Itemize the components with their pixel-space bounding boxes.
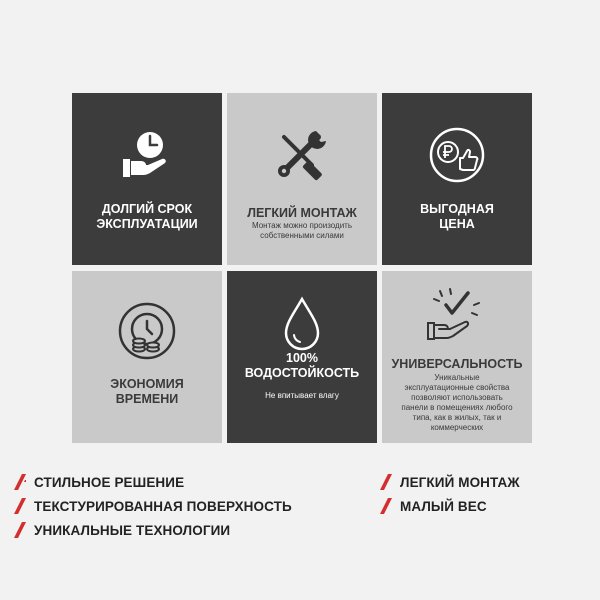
tile-title: ЛЕГКИЙ МОНТАЖ (247, 206, 357, 220)
tile-title: УНИВЕРСАЛЬНОСТЬ (391, 357, 523, 371)
hand-check-icon (424, 283, 484, 343)
tile-universality (382, 271, 532, 443)
tile-time-saving (72, 271, 222, 443)
red-slash-icon (14, 522, 26, 538)
features-right (380, 470, 520, 518)
feature-item (380, 494, 520, 518)
water-drop-icon (272, 293, 332, 353)
feature-item (14, 494, 292, 518)
tile-title: 100% ВОДОСТОЙКОСТЬ (244, 351, 360, 380)
screwdriver-wrench-icon (272, 125, 332, 185)
feature-text: СТИЛЬНОЕ РЕШЕНИЕ (34, 474, 185, 490)
tile-title: ДОЛГИЙ СРОК ЭКСПЛУАТАЦИИ (96, 202, 198, 231)
tile-description: Уникальные эксплуатационные свойства позволяют использовать панели в помещениях любого типа, как в жилых, так и коммерческих (401, 373, 513, 432)
hand-clock-icon (117, 125, 177, 185)
red-slash-icon (14, 498, 26, 514)
red-slash-icon (380, 474, 392, 490)
red-slash-icon (380, 498, 392, 514)
feature-text: ТЕКСТУРИРОВАННАЯ ПОВЕРХНОСТЬ (34, 498, 292, 514)
features-left (14, 470, 292, 542)
tile-description: Не впитывает влагу (265, 391, 339, 400)
feature-text: УНИКАЛЬНЫЕ ТЕХНОЛОГИИ (34, 522, 231, 538)
feature-item (14, 470, 292, 494)
tile-title: ВЫГОДНАЯ ЦЕНА (420, 202, 494, 231)
tile-title: ЭКОНОМИЯ ВРЕМЕНИ (110, 377, 184, 406)
tile-long-service-life (72, 93, 222, 265)
feature-item (14, 518, 292, 542)
tile-good-price (382, 93, 532, 265)
tile-water-resistance (227, 271, 377, 443)
tile-description: Монтаж можно произодить собственными силами (251, 221, 353, 240)
feature-text: ЛЕГКИЙ МОНТАЖ (400, 474, 520, 490)
feature-item (380, 470, 520, 494)
tile-easy-installation (227, 93, 377, 265)
ruble-thumbs-up-icon (427, 125, 487, 185)
feature-text: МАЛЫЙ ВЕС (400, 498, 487, 514)
red-slash-icon (14, 474, 26, 490)
clock-coins-icon (117, 301, 177, 361)
